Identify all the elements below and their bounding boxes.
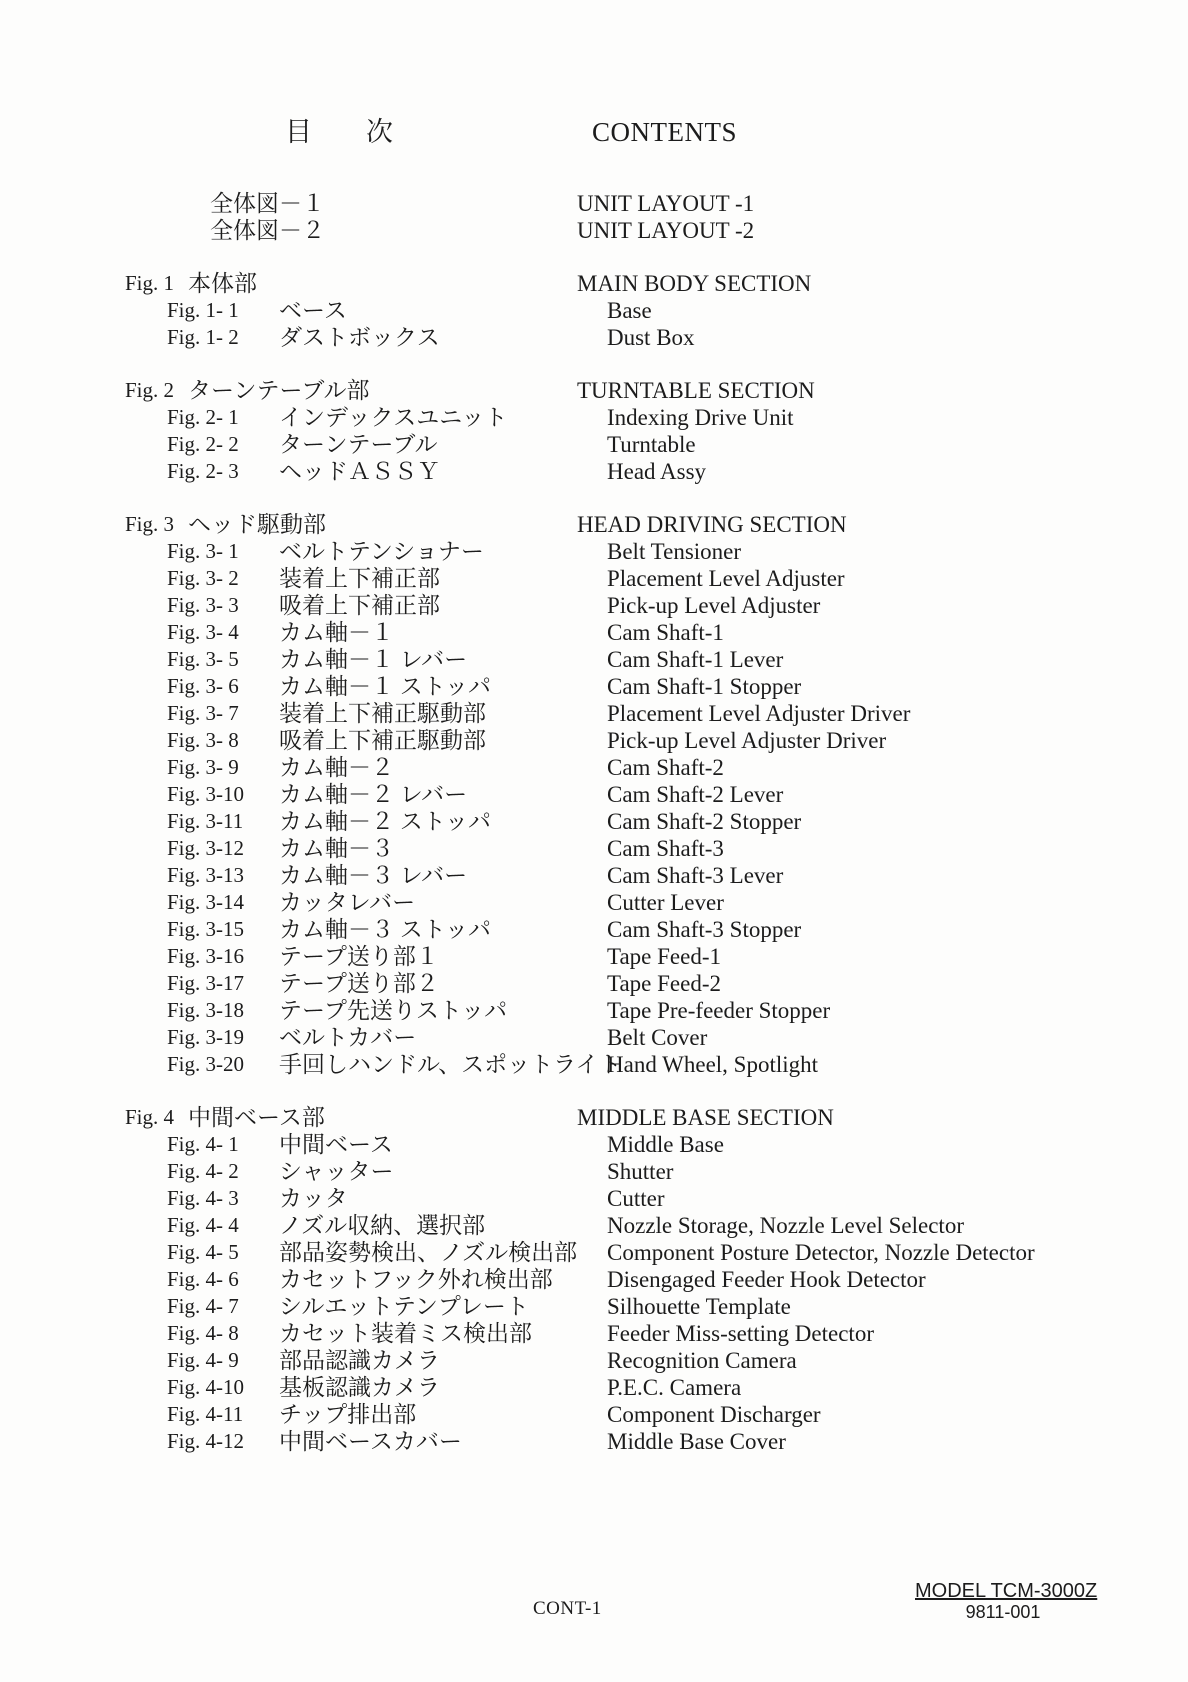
toc-row — [0, 1293, 1188, 1320]
title-japanese: ヘッド駆動部 — [188, 512, 326, 537]
model-block — [915, 1580, 1098, 1622]
fig-label: Fig. 4- 7 — [167, 1294, 239, 1318]
fig-label: Fig. 3- 3 — [167, 593, 239, 617]
toc-row — [0, 538, 1188, 565]
title-english: Hand Wheel, Spotlight — [607, 1052, 819, 1077]
fig-label: Fig. 4- 8 — [167, 1321, 239, 1345]
fig-label: Fig. 3- 7 — [167, 701, 239, 725]
fig-label: Fig. 3- 1 — [167, 539, 239, 563]
title-japanese: 吸着上下補正部 — [279, 593, 440, 618]
fig-label: Fig. 3-18 — [167, 998, 245, 1022]
fig-label: Fig. 3-16 — [167, 944, 245, 968]
page-title-japanese: 目 次 — [285, 117, 393, 147]
toc-row — [0, 190, 1188, 217]
title-english: Belt Tensioner — [607, 539, 742, 564]
page-header — [0, 118, 1188, 146]
title-japanese: ヘッドＡＳＳＹ — [279, 459, 440, 484]
title-japanese: ベルトテンショナー — [279, 539, 484, 564]
title-english: Belt Cover — [607, 1025, 708, 1050]
title-english: Placement Level Adjuster Driver — [607, 701, 911, 726]
title-english: Nozzle Storage, Nozzle Level Selector — [607, 1213, 964, 1238]
fig-label: Fig. 3-15 — [167, 917, 245, 941]
toc-row — [0, 217, 1188, 244]
fig-label: Fig. 3-14 — [167, 890, 245, 914]
fig-label: Fig. 3-20 — [167, 1052, 245, 1076]
title-japanese: カセットフック外れ検出部 — [279, 1267, 553, 1292]
title-english: TURNTABLE SECTION — [577, 378, 815, 403]
title-japanese: 装着上下補正駆動部 — [279, 701, 486, 726]
toc-row — [0, 1428, 1188, 1455]
toc-row — [0, 997, 1188, 1024]
fig-label: Fig. 2- 1 — [167, 405, 239, 429]
title-english: Turntable — [607, 432, 696, 457]
fig-label: Fig. 3-17 — [167, 971, 245, 995]
toc-row — [0, 1347, 1188, 1374]
title-japanese: シャッター — [279, 1159, 394, 1184]
title-japanese: 部品認識カメラ — [279, 1348, 440, 1373]
fig-label: Fig. 4- 9 — [167, 1348, 239, 1372]
toc-row — [0, 673, 1188, 700]
title-japanese: カム軸－３ — [279, 836, 394, 861]
toc-row — [0, 781, 1188, 808]
title-english: Cutter Lever — [607, 890, 724, 915]
title-japanese: カッタ — [279, 1186, 348, 1211]
toc-row — [0, 431, 1188, 458]
toc-row — [0, 835, 1188, 862]
title-japanese: ベース — [279, 298, 347, 323]
title-japanese: 全体図－２ — [210, 218, 325, 243]
toc-section-group — [0, 270, 1188, 351]
title-english: Pick-up Level Adjuster Driver — [607, 728, 887, 753]
title-japanese: カッタレバー — [279, 890, 416, 915]
toc-row — [0, 1212, 1188, 1239]
toc-row — [0, 1158, 1188, 1185]
toc-row — [0, 916, 1188, 943]
toc-row — [0, 1131, 1188, 1158]
title-english: Cam Shaft-3 — [607, 836, 724, 861]
fig-label: Fig. 3- 4 — [167, 620, 239, 644]
fig-label: Fig. 4- 5 — [167, 1240, 239, 1264]
title-japanese: 中間ベース部 — [188, 1105, 325, 1130]
title-english: Pick-up Level Adjuster — [607, 593, 821, 618]
title-japanese: 全体図－１ — [210, 191, 325, 216]
fig-label: Fig. 3- 2 — [167, 566, 239, 590]
toc-row — [0, 619, 1188, 646]
title-japanese: カム軸－２ ストッパ — [279, 809, 492, 834]
toc-row — [0, 297, 1188, 324]
fig-label: Fig. 2- 3 — [167, 459, 239, 483]
toc-row — [0, 1185, 1188, 1212]
title-english: Middle Base Cover — [607, 1429, 786, 1454]
title-english: Shutter — [607, 1159, 674, 1184]
toc-section-group — [0, 511, 1188, 1078]
page-title-english: CONTENTS — [592, 117, 737, 147]
title-english: Component Discharger — [607, 1402, 821, 1427]
toc-row — [0, 889, 1188, 916]
toc-row — [0, 862, 1188, 889]
title-japanese: テープ送り部２ — [279, 971, 439, 996]
title-japanese: ノズル収納、選択部 — [279, 1213, 486, 1238]
title-japanese: 部品姿勢検出、ノズル検出部 — [279, 1240, 578, 1265]
title-japanese: テープ先送りストッパ — [279, 998, 508, 1023]
toc-row — [0, 700, 1188, 727]
fig-label: Fig. 4-10 — [167, 1375, 245, 1399]
toc-row — [0, 324, 1188, 351]
title-english: Cam Shaft-1 — [607, 620, 724, 645]
toc-row — [0, 1051, 1188, 1078]
toc-row — [0, 727, 1188, 754]
toc-row — [0, 646, 1188, 673]
toc-row — [0, 1374, 1188, 1401]
title-english: Base — [607, 298, 652, 323]
fig-label: Fig. 4-11 — [167, 1402, 244, 1426]
fig-label: Fig. 3- 5 — [167, 647, 239, 671]
title-english: Placement Level Adjuster — [607, 566, 845, 591]
title-english: Cutter — [607, 1186, 665, 1211]
title-english: Recognition Camera — [607, 1348, 797, 1373]
toc-row — [0, 1266, 1188, 1293]
document-number: 9811-001 — [965, 1602, 1041, 1622]
title-japanese: 装着上下補正部 — [279, 566, 440, 591]
title-japanese: ターンテーブル部 — [188, 378, 370, 403]
fig-label: Fig. 3- 9 — [167, 755, 239, 779]
fig-label: Fig. 3- 6 — [167, 674, 239, 698]
title-japanese: テープ送り部１ — [279, 944, 439, 969]
fig-label: Fig. 4- 4 — [167, 1213, 239, 1237]
toc-row — [0, 808, 1188, 835]
title-japanese: カム軸－１ レバー — [279, 647, 468, 672]
title-english: P.E.C. Camera — [607, 1375, 742, 1400]
title-japanese: 中間ベースカバー — [279, 1429, 462, 1454]
title-english: Cam Shaft-2 — [607, 755, 724, 780]
title-english: UNIT LAYOUT -1 — [577, 191, 755, 216]
title-english: Tape Feed-1 — [607, 944, 721, 969]
title-english: Disengaged Feeder Hook Detector — [607, 1267, 926, 1292]
title-english: Cam Shaft-1 Lever — [607, 647, 784, 672]
fig-label: Fig. 3-19 — [167, 1025, 245, 1049]
title-english: Cam Shaft-2 Lever — [607, 782, 784, 807]
fig-label: Fig. 3-10 — [167, 782, 245, 806]
toc-row — [0, 1320, 1188, 1347]
toc-section-group — [0, 377, 1188, 485]
title-japanese: 本体部 — [188, 271, 257, 296]
title-japanese: カム軸－１ ストッパ — [279, 674, 492, 699]
fig-label: Fig. 2- 2 — [167, 432, 239, 456]
title-japanese: ダストボックス — [279, 325, 440, 350]
title-english: Head Assy — [607, 459, 707, 484]
title-english: UNIT LAYOUT -2 — [577, 218, 755, 243]
fig-label: Fig. 1- 2 — [167, 325, 239, 349]
title-japanese: カム軸－３ レバー — [279, 863, 468, 888]
fig-label: Fig. 1 — [125, 271, 175, 295]
toc-section-group — [0, 1104, 1188, 1455]
fig-label: Fig. 4- 1 — [167, 1132, 239, 1156]
fig-label: Fig. 4- 6 — [167, 1267, 239, 1291]
title-japanese: カム軸－１ — [279, 620, 394, 645]
title-japanese: カセット装着ミス検出部 — [279, 1321, 532, 1346]
title-english: Cam Shaft-1 Stopper — [607, 674, 802, 699]
fig-label: Fig. 3 — [125, 512, 175, 536]
toc-body — [0, 190, 1188, 1455]
title-japanese: ターンテーブル — [279, 432, 438, 457]
title-japanese: カム軸－２ レバー — [279, 782, 468, 807]
page-number: CONT-1 — [533, 1598, 602, 1619]
title-japanese: インデックスユニット — [279, 405, 508, 430]
toc-row — [0, 1024, 1188, 1051]
fig-label: Fig. 1- 1 — [167, 298, 239, 322]
title-english: Cam Shaft-3 Stopper — [607, 917, 802, 942]
title-english: MAIN BODY SECTION — [577, 271, 812, 296]
title-english: Dust Box — [607, 325, 695, 350]
toc-row — [0, 1104, 1188, 1131]
fig-label: Fig. 3-11 — [167, 809, 244, 833]
toc-row — [0, 270, 1188, 297]
fig-label: Fig. 4-12 — [167, 1429, 245, 1453]
model-number: MODEL TCM-3000Z — [915, 1580, 1098, 1602]
fig-label: Fig. 4- 3 — [167, 1186, 239, 1210]
toc-row — [0, 592, 1188, 619]
toc-row — [0, 511, 1188, 538]
title-japanese: ベルトカバー — [279, 1025, 417, 1050]
toc-row — [0, 943, 1188, 970]
fig-label: Fig. 2 — [125, 378, 175, 402]
title-japanese: チップ排出部 — [279, 1402, 417, 1427]
title-japanese: 吸着上下補正駆動部 — [279, 728, 486, 753]
toc-row — [0, 565, 1188, 592]
title-japanese: 手回しハンドル、スポットライト — [279, 1052, 622, 1077]
title-english: Cam Shaft-3 Lever — [607, 863, 784, 888]
fig-label: Fig. 4 — [125, 1105, 175, 1129]
title-english: Tape Feed-2 — [607, 971, 721, 996]
toc-row — [0, 1401, 1188, 1428]
title-english: Feeder Miss-setting Detector — [607, 1321, 874, 1346]
fig-label: Fig. 3-13 — [167, 863, 245, 887]
fig-label: Fig. 3-12 — [167, 836, 245, 860]
title-english: Indexing Drive Unit — [607, 405, 794, 430]
title-english: Silhouette Template — [607, 1294, 791, 1319]
title-english: MIDDLE BASE SECTION — [577, 1105, 834, 1130]
title-japanese: シルエットテンプレート — [279, 1294, 529, 1319]
fig-label: Fig. 3- 8 — [167, 728, 239, 752]
fig-label: Fig. 4- 2 — [167, 1159, 239, 1183]
toc-row — [0, 754, 1188, 781]
title-english: Cam Shaft-2 Stopper — [607, 809, 802, 834]
toc-row — [0, 970, 1188, 997]
title-japanese: カム軸－３ ストッパ — [279, 917, 492, 942]
title-japanese: カム軸－２ — [279, 755, 394, 780]
title-english: Component Posture Detector, Nozzle Detector — [607, 1240, 1035, 1265]
title-japanese: 基板認識カメラ — [279, 1375, 440, 1400]
toc-row — [0, 458, 1188, 485]
title-english: HEAD DRIVING SECTION — [577, 512, 847, 537]
title-japanese: 中間ベース — [279, 1132, 393, 1157]
title-english: Tape Pre-feeder Stopper — [607, 998, 831, 1023]
toc-row — [0, 1239, 1188, 1266]
title-english: Middle Base — [607, 1132, 724, 1157]
toc-row — [0, 404, 1188, 431]
unit-layout-group — [0, 190, 1188, 244]
toc-row — [0, 377, 1188, 404]
